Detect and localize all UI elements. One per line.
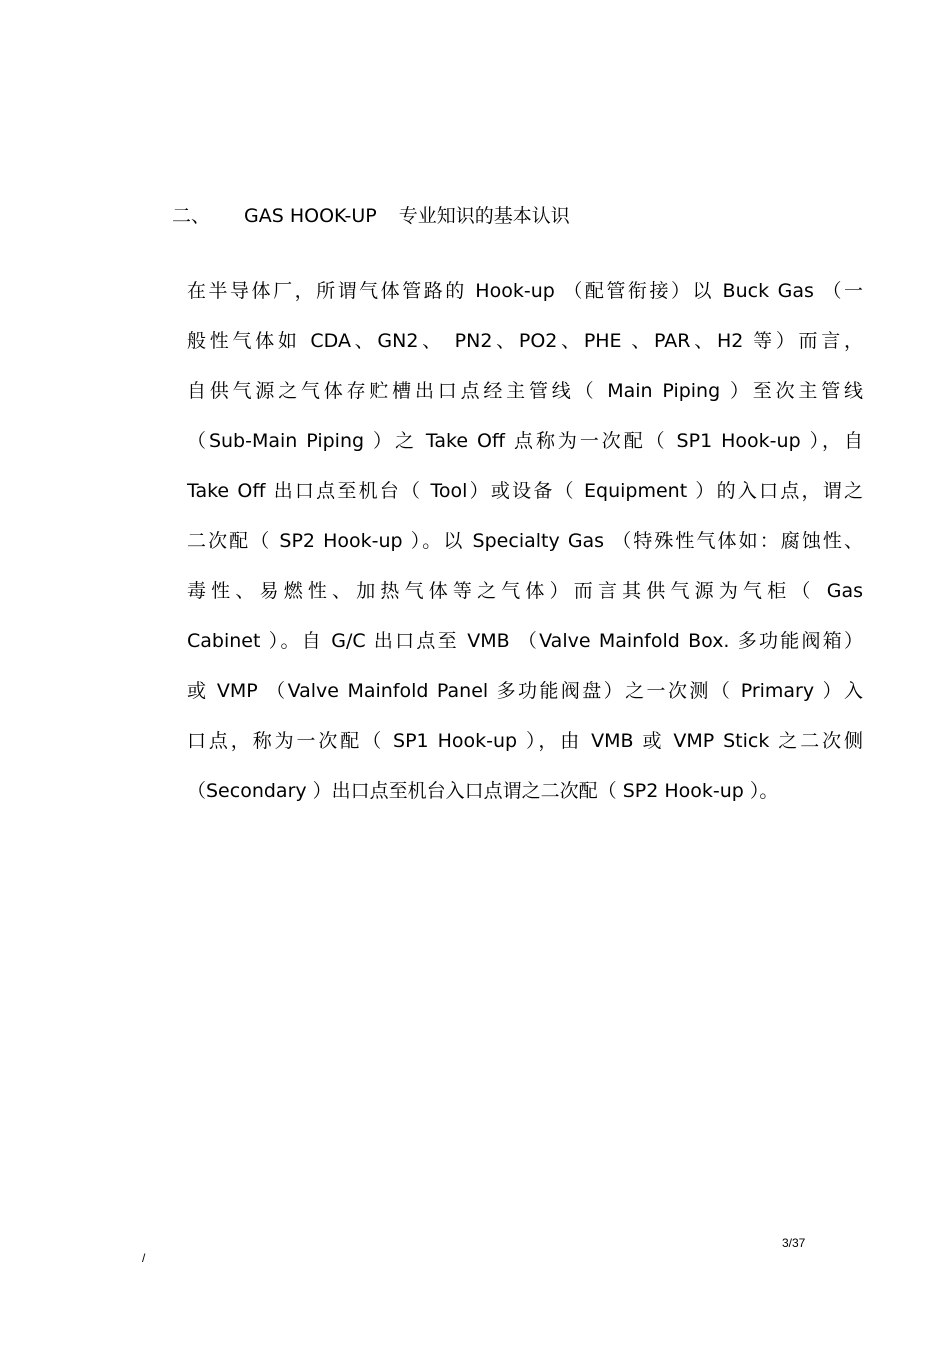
- paragraph-line: 口点，称为一次配（ SP1 Hook-up ），由 VMB 或 VMP Stick 之二次侧: [187, 730, 863, 752]
- paragraph-line: 或 VMP （Valve Mainfold Panel 多功能阀盘）之一次测（ Primary ）入: [187, 680, 863, 702]
- section-heading: [172, 202, 570, 230]
- body-paragraph: [187, 276, 863, 826]
- paragraph-line: 二次配（ SP2 Hook-up ）。以 Specialty Gas （特殊性气体如：腐蚀性、: [187, 530, 863, 552]
- paragraph-line: 般性气体如 CDA、GN2、 PN2、PO2、PHE 、PAR、H2 等）而言，: [187, 330, 863, 352]
- section-title-english: GAS HOOK-UP: [244, 205, 377, 227]
- section-number: 二、: [172, 205, 211, 227]
- paragraph-line: Cabinet ）。自 G/C 出口点至 VMB （Valve Mainfold Box. 多功能阀箱）: [187, 630, 863, 652]
- paragraph-line: 在半导体厂，所谓气体管路的 Hook-up （配管衔接）以 Buck Gas （一: [187, 280, 863, 302]
- paragraph-line-last: （Secondary ）出口点至机台入口点谓之二次配（ SP2 Hook-up ）。: [187, 780, 779, 802]
- paragraph-line: （Sub-Main Piping ）之 Take Off 点称为一次配（ SP1 Hook-up ），自: [187, 430, 863, 452]
- paragraph-line: 毒性、易燃性、加热气体等之气体）而言其供气源为气柜（ Gas: [187, 580, 863, 602]
- footer-mark: /: [142, 1251, 146, 1265]
- section-title-chinese: 专业知识的基本认识: [398, 205, 570, 227]
- page-number: 3/37: [782, 1236, 806, 1250]
- paragraph-line: Take Off 出口点至机台（ Tool）或设备（ Equipment ）的入口点，谓之: [187, 480, 863, 502]
- paragraph-line: 自供气源之气体存贮槽出口点经主管线（ Main Piping ）至次主管线: [187, 380, 863, 402]
